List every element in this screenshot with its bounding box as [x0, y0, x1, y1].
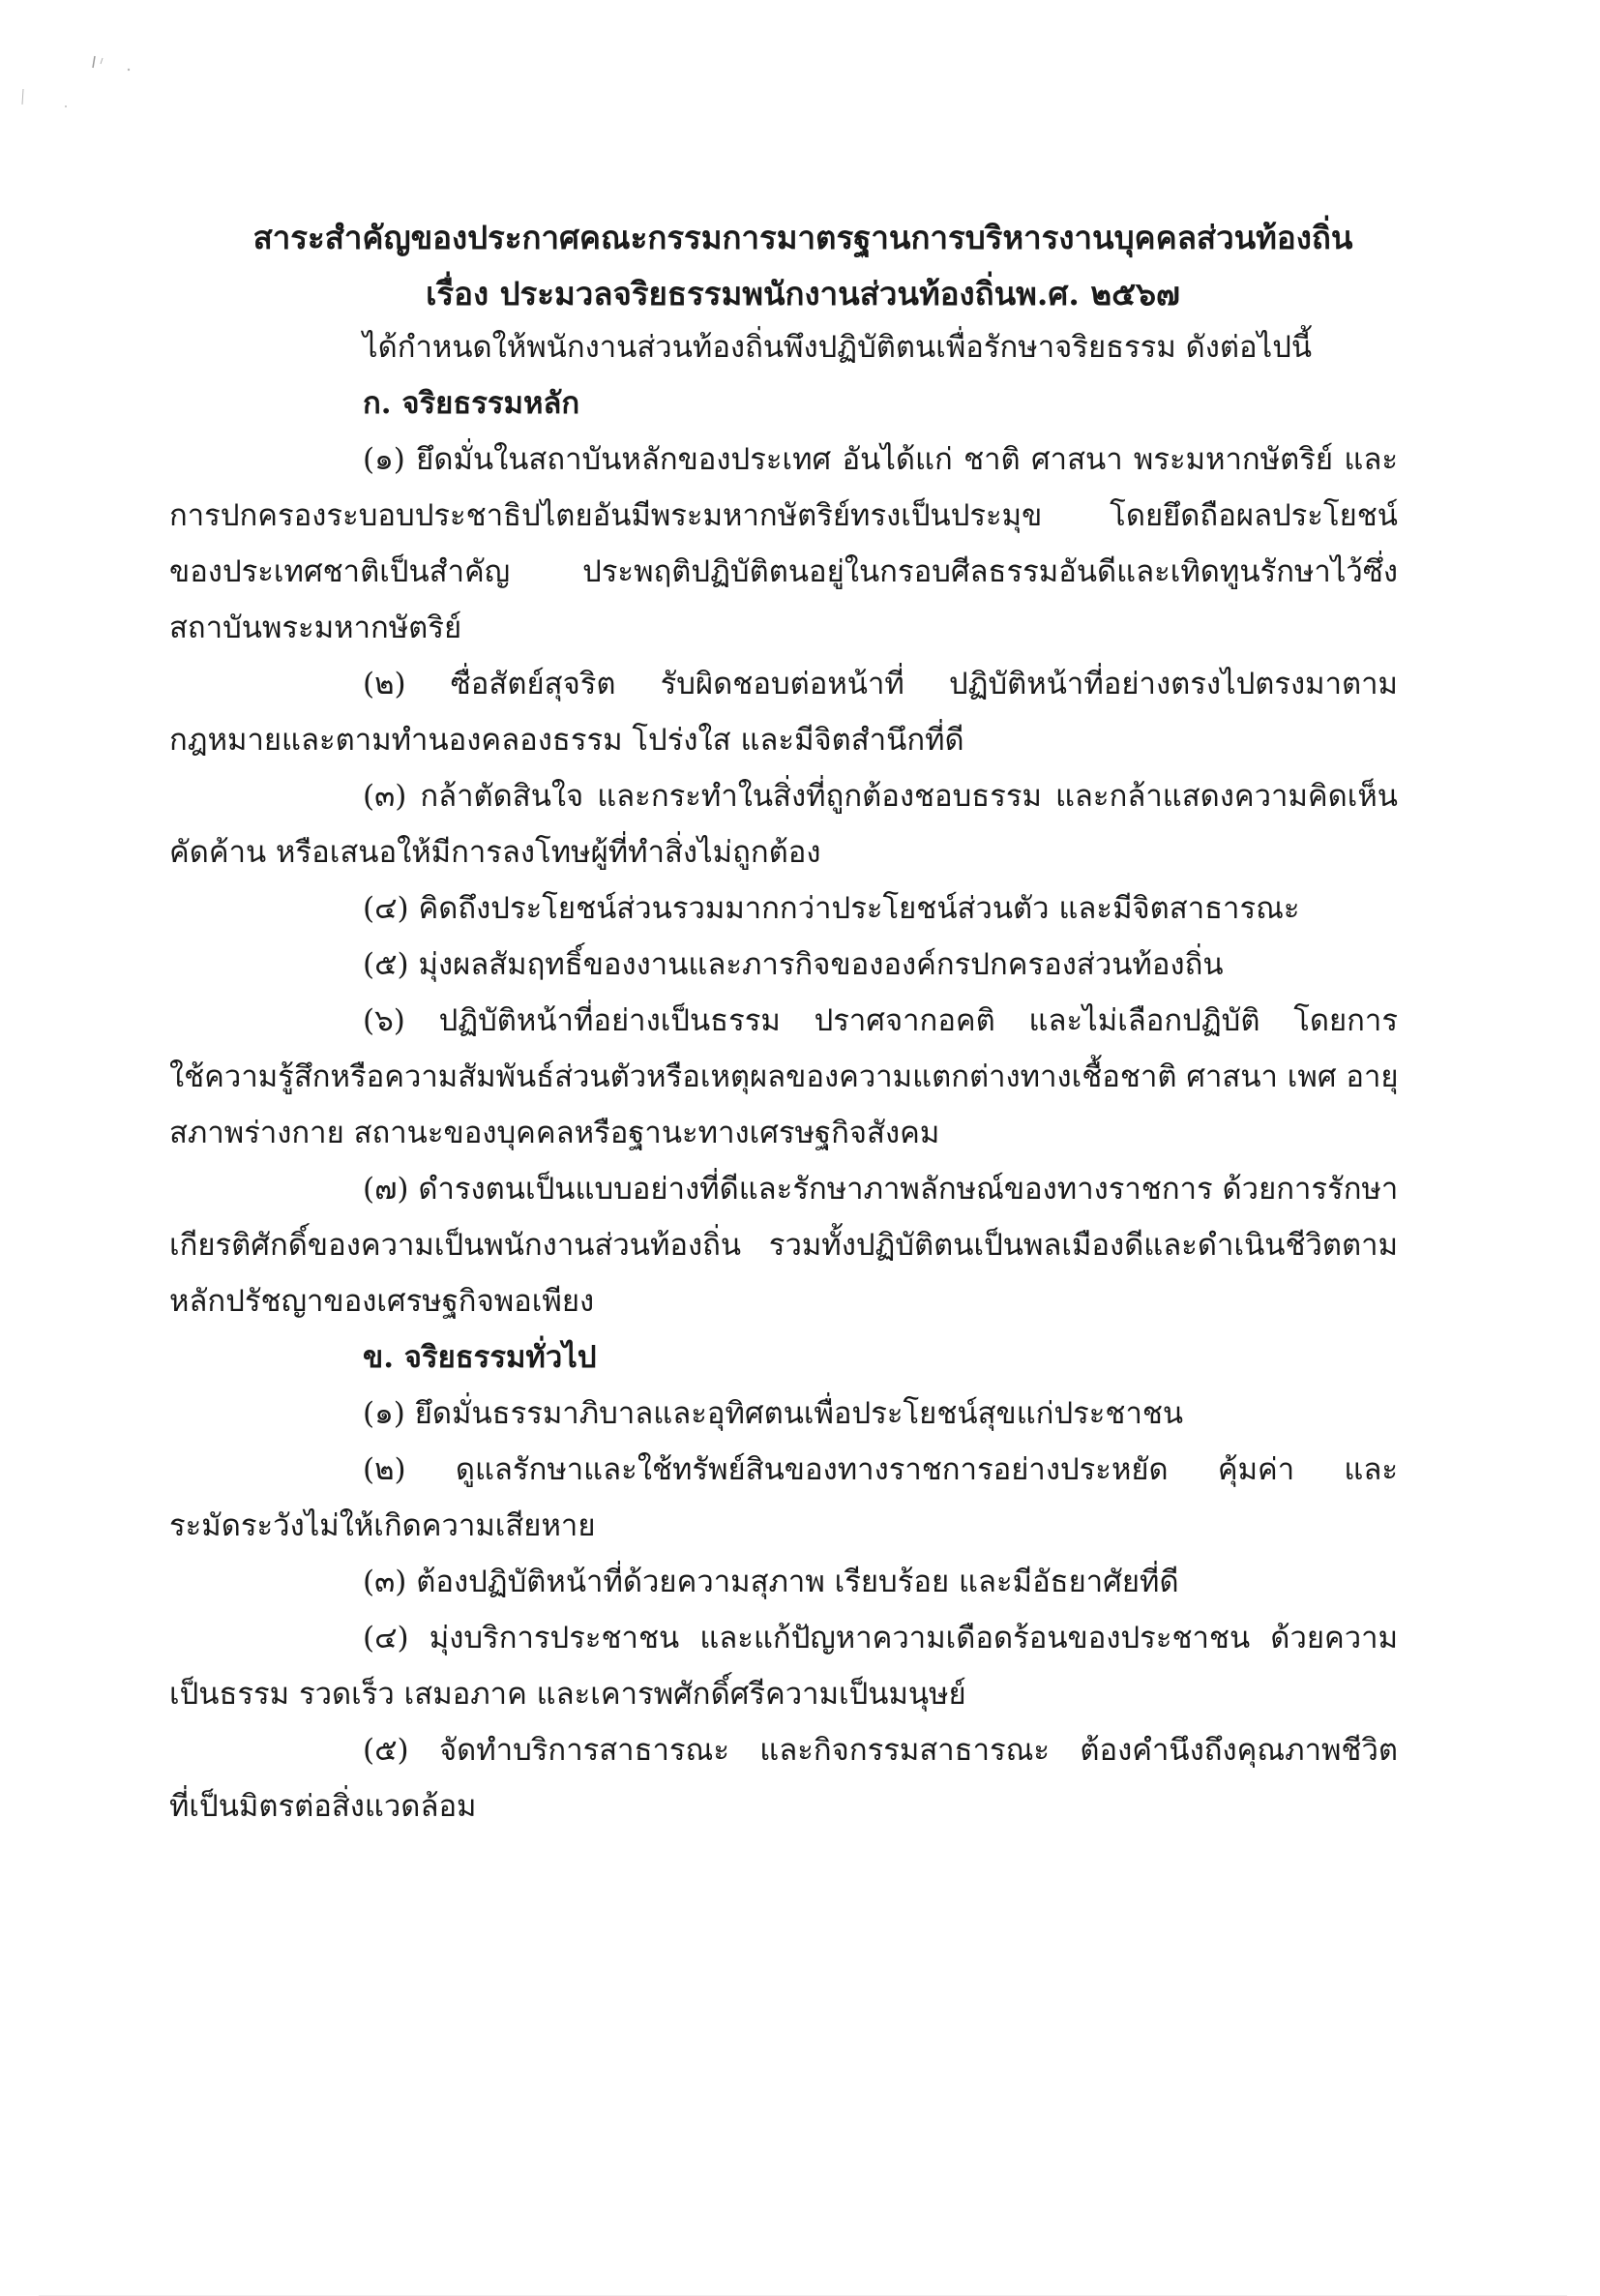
section-a-item-1-line-4: สถาบันพระมหากษัตริย์	[169, 611, 462, 645]
document-title-line-2: เรื่อง ประมวลจริยธรรมพนักงานส่วนท้องถิ่นพ.ศ. ๒๕๖๗	[426, 275, 1180, 313]
section-b-item-1-line-1: (๑) ยึดมั่นธรรมาภิบาลและอุทิศตนเพื่อประโยชน์สุขแก่ประชาชน	[363, 1396, 1184, 1431]
document-body	[169, 319, 1398, 1834]
section-b-item-5-line-2: ที่เป็นมิตรต่อสิ่งแวดล้อม	[169, 1789, 477, 1824]
section-a-item-3-line-1: (๓) กล้าตัดสินใจ และกระทำในสิ่งที่ถูกต้องชอบธรรม และกล้าแสดงความคิดเห็น	[363, 779, 1398, 814]
section-a-item-1-line-2: การปกครองระบอบประชาธิปไตยอันมีพระมหากษัตริย์ทรงเป็นประมุข โดยยึดถือผลประโยชน์	[169, 498, 1398, 533]
section-a-item-1-line-1: (๑) ยึดมั่นในสถาบันหลักของประเทศ อันได้แก่ ชาติ ศาสนา พระมหากษัตริย์ และ	[363, 442, 1398, 477]
section-a-item-6-line-2: ใช้ความรู้สึกหรือความสัมพันธ์ส่วนตัวหรือเหตุผลของความแตกต่างทางเชื้อชาติ ศาสนา เพศ อายุ	[169, 1059, 1399, 1094]
section-b-item-2-line-1: (๒) ดูแลรักษาและใช้ทรัพย์สินของทางราชการอย่างประหยัด คุ้มค่า และ	[363, 1452, 1398, 1487]
section-b-item-4-line-2: เป็นธรรม รวดเร็ว เสมอภาค และเคารพศักดิ์ศรีความเป็นมนุษย์	[169, 1677, 966, 1712]
section-a-item-6-line-1: (๖) ปฏิบัติหน้าที่อย่างเป็นธรรม ปราศจากอคติ และไม่เลือกปฏิบัติ โดยการ	[363, 1003, 1398, 1038]
scan-artifact-marks	[17, 50, 153, 128]
section-b-item-5-line-1: (๕) จัดทำบริการสาธารณะ และกิจกรรมสาธารณะ ต้องคำนึงถึงคุณภาพชีวิต	[363, 1733, 1398, 1768]
section-a-item-6-line-3: สภาพร่างกาย สถานะของบุคคลหรือฐานะทางเศรษฐกิจสังคม	[169, 1116, 940, 1150]
document-title-line-1: สาระสำคัญของประกาศคณะกรรมการมาตรฐานการบริหารงานบุคคลส่วนท้องถิ่น	[252, 219, 1353, 256]
section-a-item-1-line-3: ของประเทศชาติเป็นสำคัญ ประพฤติปฏิบัติตนอยู่ในกรอบศีลธรรมอันดีและเทิดทูนรักษาไว้ซึ่ง	[169, 554, 1398, 589]
section-b-item-2-line-2: ระมัดระวังไม่ให้เกิดความเสียหาย	[169, 1508, 596, 1543]
section-a-item-4-line-1: (๔) คิดถึงประโยชน์ส่วนรวมมากกว่าประโยชน์ส่วนตัว และมีจิตสาธารณะ	[363, 891, 1300, 926]
section-a-heading: ก. จริยธรรมหลัก	[363, 386, 580, 421]
section-a-item-7-line-3: หลักปรัชญาของเศรษฐกิจพอเพียง	[169, 1284, 595, 1319]
section-b-item-4-line-1: (๔) มุ่งบริการประชาชน และแก้ปัญหาความเดือดร้อนของประชาชน ด้วยความ	[363, 1621, 1398, 1655]
intro-text: ได้กำหนดให้พนักงานส่วนท้องถิ่นพึงปฏิบัติตนเพื่อรักษาจริยธรรม ดังต่อไปนี้	[363, 330, 1313, 365]
section-b-item-3-line-1: (๓) ต้องปฏิบัติหน้าที่ด้วยความสุภาพ เรียบร้อย และมีอัธยาศัยที่ดี	[363, 1565, 1179, 1599]
section-a-item-7-line-1: (๗) ดำรงตนเป็นแบบอย่างที่ดีและรักษาภาพลักษณ์ของทางราชการ ด้วยการรักษา	[363, 1172, 1399, 1207]
section-a-item-5-line-1: (๕) มุ่งผลสัมฤทธิ์ของงานและภารกิจขององค์กรปกครองส่วนท้องถิ่น	[363, 947, 1224, 982]
section-a-item-3-line-2: คัดค้าน หรือเสนอให้มีการลงโทษผู้ที่ทำสิ่งไม่ถูกต้อง	[169, 835, 821, 870]
section-a-item-2-line-2: กฎหมายและตามทำนองคลองธรรม โปร่งใส และมีจิตสำนึกที่ดี	[169, 723, 964, 758]
section-b-heading: ข. จริยธรรมทั่วไป	[363, 1340, 597, 1375]
section-a-item-7-line-2: เกียรติศักดิ์ของความเป็นพนักงานส่วนท้องถิ่น รวมทั้งปฏิบัติตนเป็นพลเมืองดีและดำเนินชีวิตตาม	[169, 1228, 1398, 1263]
section-a-item-2-line-1: (๒) ซื่อสัตย์สุจริต รับผิดชอบต่อหน้าที่ ปฏิบัติหน้าที่อย่างตรงไปตรงมาตาม	[363, 667, 1398, 701]
